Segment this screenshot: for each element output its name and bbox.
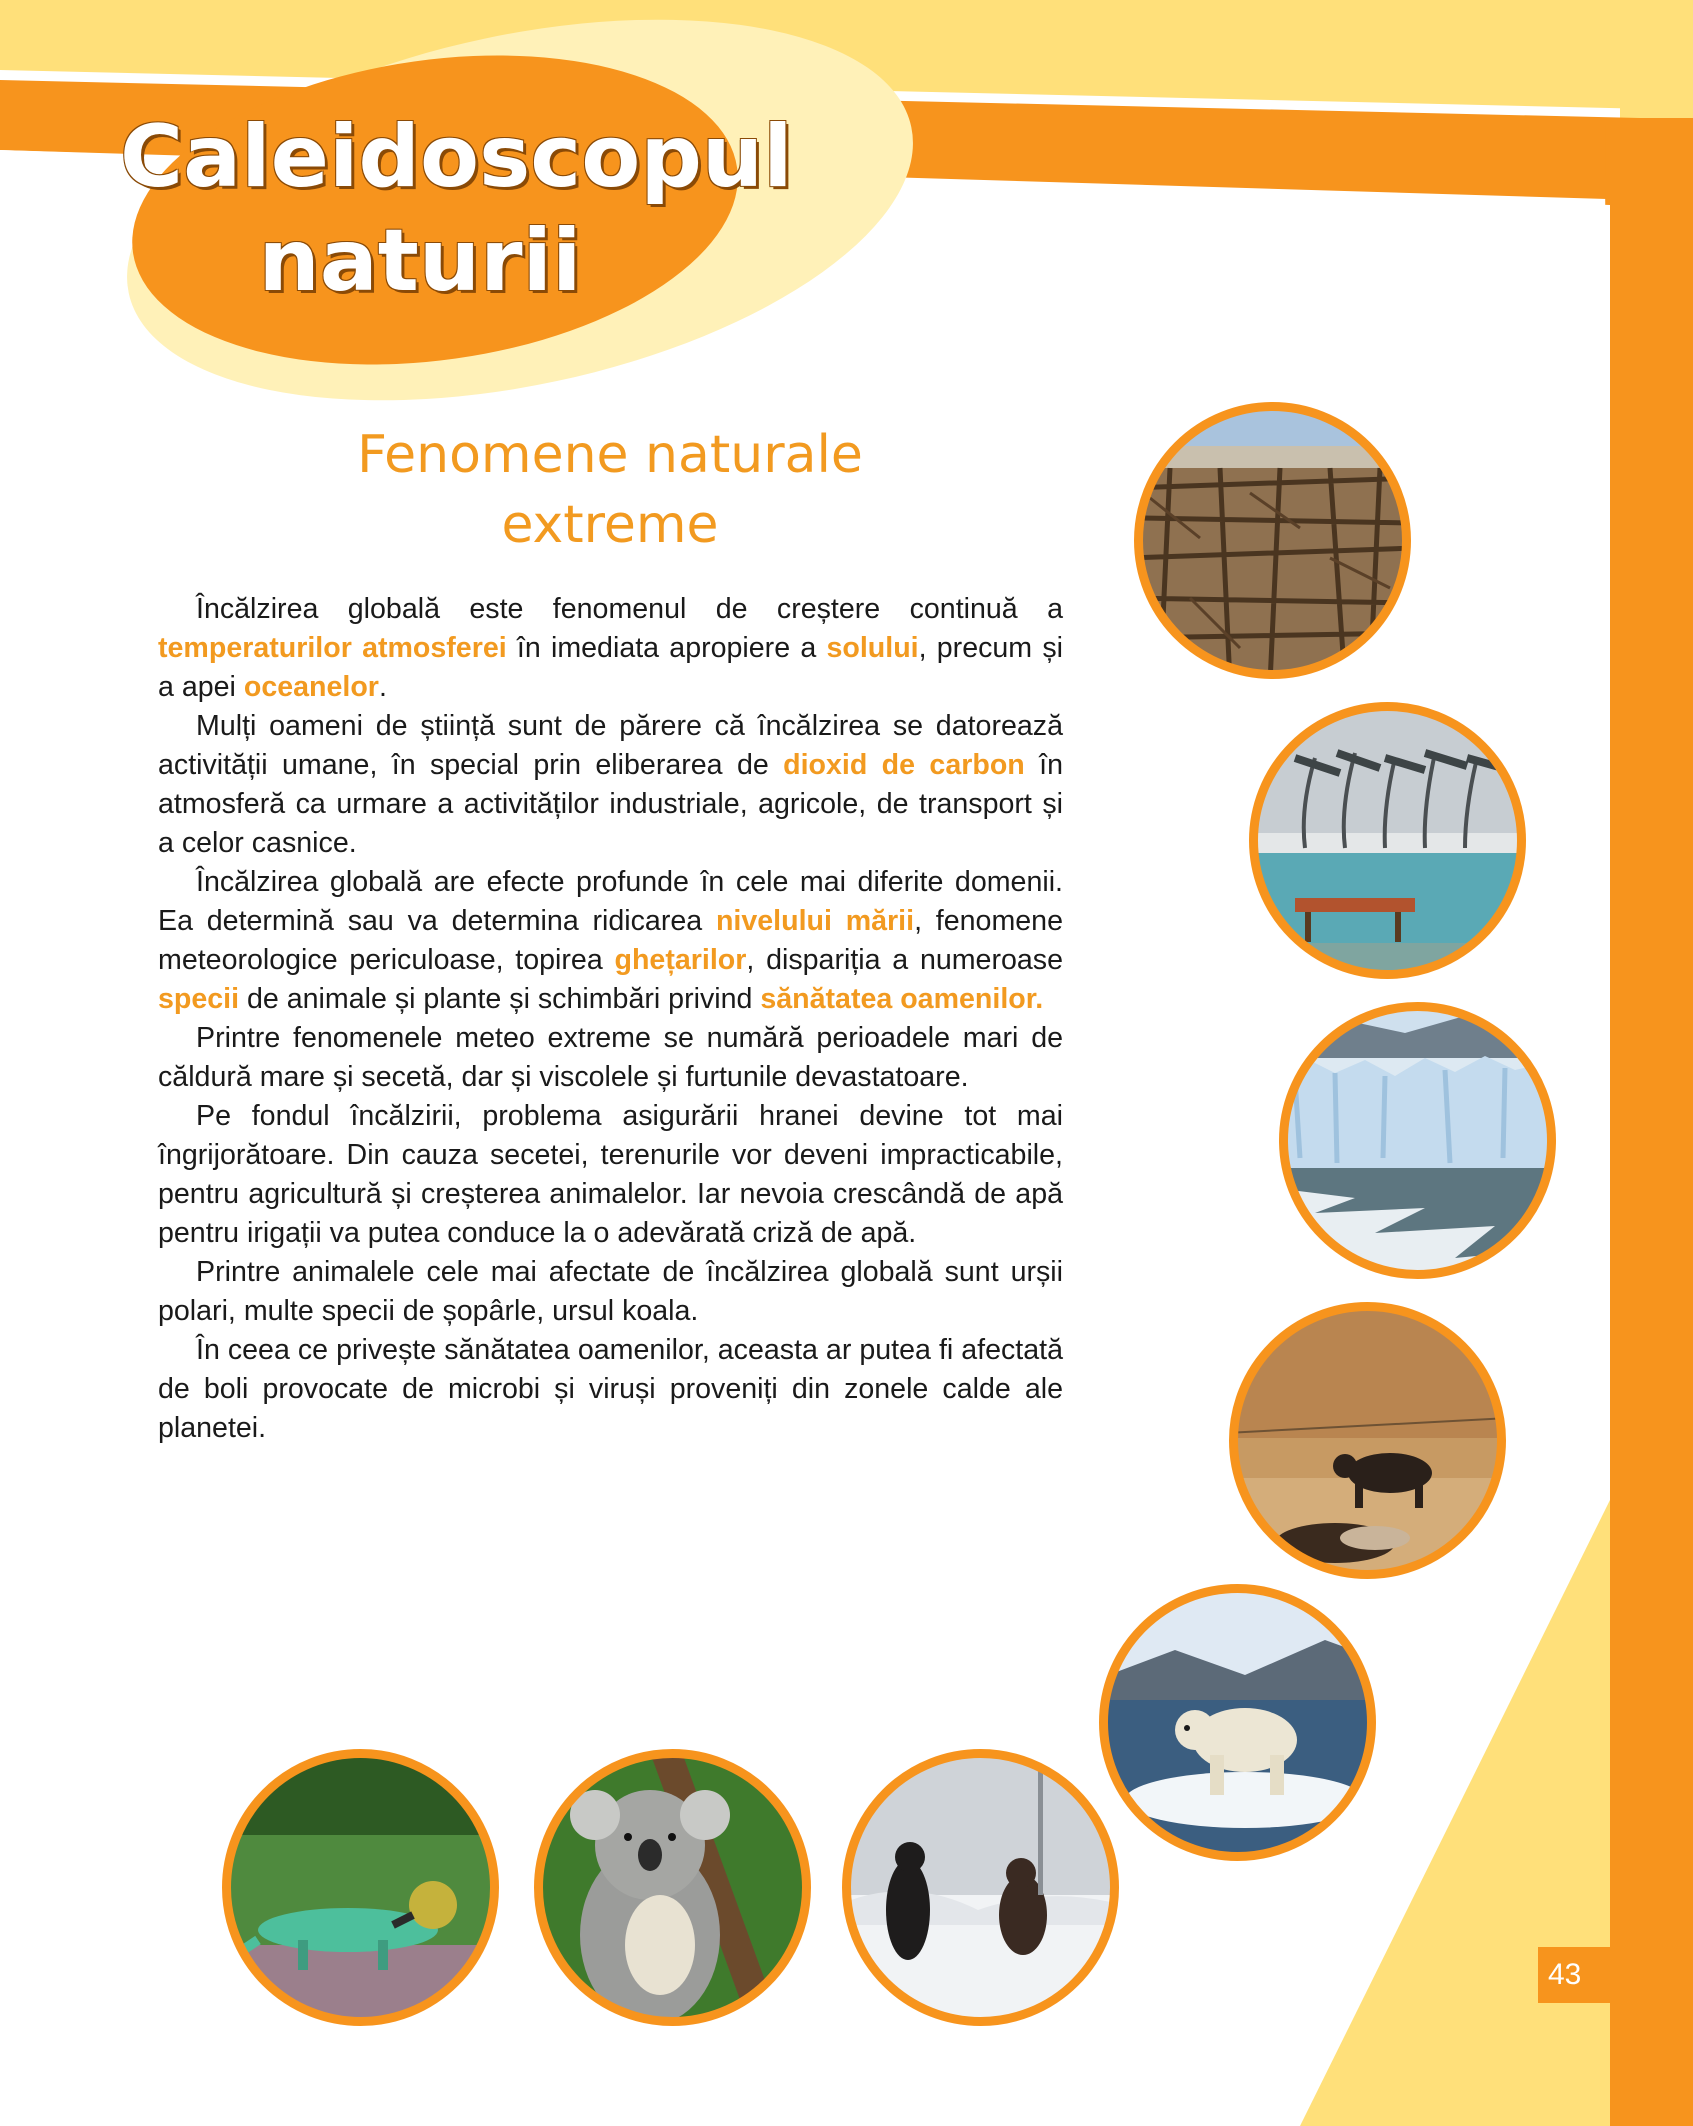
paragraph-1 — [158, 590, 1063, 707]
section-title-line2: naturii — [258, 211, 582, 311]
keyword-nivelul-marii: nivelului mării — [715, 905, 915, 937]
keyword-temperaturi: temperaturilor atmosferei — [158, 632, 507, 664]
p3-text-3: , dispariția a numeroase — [746, 944, 1063, 976]
page-number: 43 — [1538, 1947, 1693, 2003]
paragraph-6: Printre animalele cele mai afectate de încălzirea globală sunt urșii polari, multe specii de șopârle, ursul koala. — [158, 1256, 1063, 1327]
polar-bear-photo — [1095, 1580, 1380, 1865]
article-title-line1: Fenomene naturale — [357, 425, 863, 485]
article-title — [260, 420, 960, 560]
blizzard-photo — [838, 1745, 1123, 2030]
paragraph-5: Pe fondul încălzirii, problema asigurării hranei devine tot mai îngrijorătoare. Din cauza secetei, terenurile vor deveni impracticabile, pentru agricultură și creșterea animalelor. Iar nevoia crescândă de apă pentru irigații va putea conduce la o adevărată criză de apă. — [158, 1100, 1063, 1249]
paragraph-2 — [158, 707, 1063, 863]
glacier-photo — [1275, 998, 1560, 1283]
section-title — [120, 105, 793, 313]
article-body — [158, 590, 1063, 1448]
p2-text-1: Mulți oameni de știință sunt de părere că încălzirea se datorează activității umane, în special prin eliberarea de — [158, 710, 1063, 781]
paragraph-7: În ceea ce privește sănătatea oamenilor, aceasta ar putea fi afectată de boli provocate de microbi și viruși proveniți din zonele calde ale planetei. — [158, 1334, 1063, 1444]
article-title-line2: extreme — [501, 495, 719, 555]
koala-photo — [530, 1745, 815, 2030]
keyword-sanatate: sănătatea oamenilor. — [760, 983, 1044, 1015]
keyword-oceanelor: oceanelor — [243, 671, 379, 703]
paragraph-4: Printre fenomenele meteo extreme se numără perioadele mari de căldură mare și secetă, dar și viscolele și furtunile devastatoare. — [158, 1022, 1063, 1093]
p1-text-4: . — [378, 671, 387, 703]
dry-field-cattle-photo — [1225, 1298, 1510, 1583]
keyword-ghetari: ghețarilor — [614, 944, 747, 976]
p1-text-2: în imediata apropiere a — [506, 632, 827, 664]
p1-text-1: Încălzirea globală este fenomenul de creștere continuă a — [196, 593, 1063, 625]
keyword-dioxid: dioxid de carbon — [783, 749, 1025, 781]
section-title-line1: Caleidoscopul — [120, 107, 793, 207]
p2-text-2: în atmosferă ca urmare a activităților industriale, agricole, de transport și a celor casnice. — [158, 749, 1063, 859]
keyword-solului: solului — [826, 632, 919, 664]
lizard-photo — [218, 1745, 503, 2030]
keyword-specii: specii — [158, 983, 240, 1015]
storm-photo — [1245, 698, 1530, 983]
p3-text-2: , fenomene meteorologice periculoase, topirea — [158, 905, 1063, 976]
drought-photo — [1130, 398, 1415, 683]
p3-text-1: Încălzirea globală are efecte profunde în cele mai diferite domenii. Ea determină sau va determina ridicarea — [158, 866, 1063, 937]
p1-text-3: , precum și a apei — [158, 632, 1063, 703]
p3-text-4: de animale și plante și schimbări privind — [239, 983, 761, 1015]
paragraph-3 — [158, 863, 1063, 1019]
